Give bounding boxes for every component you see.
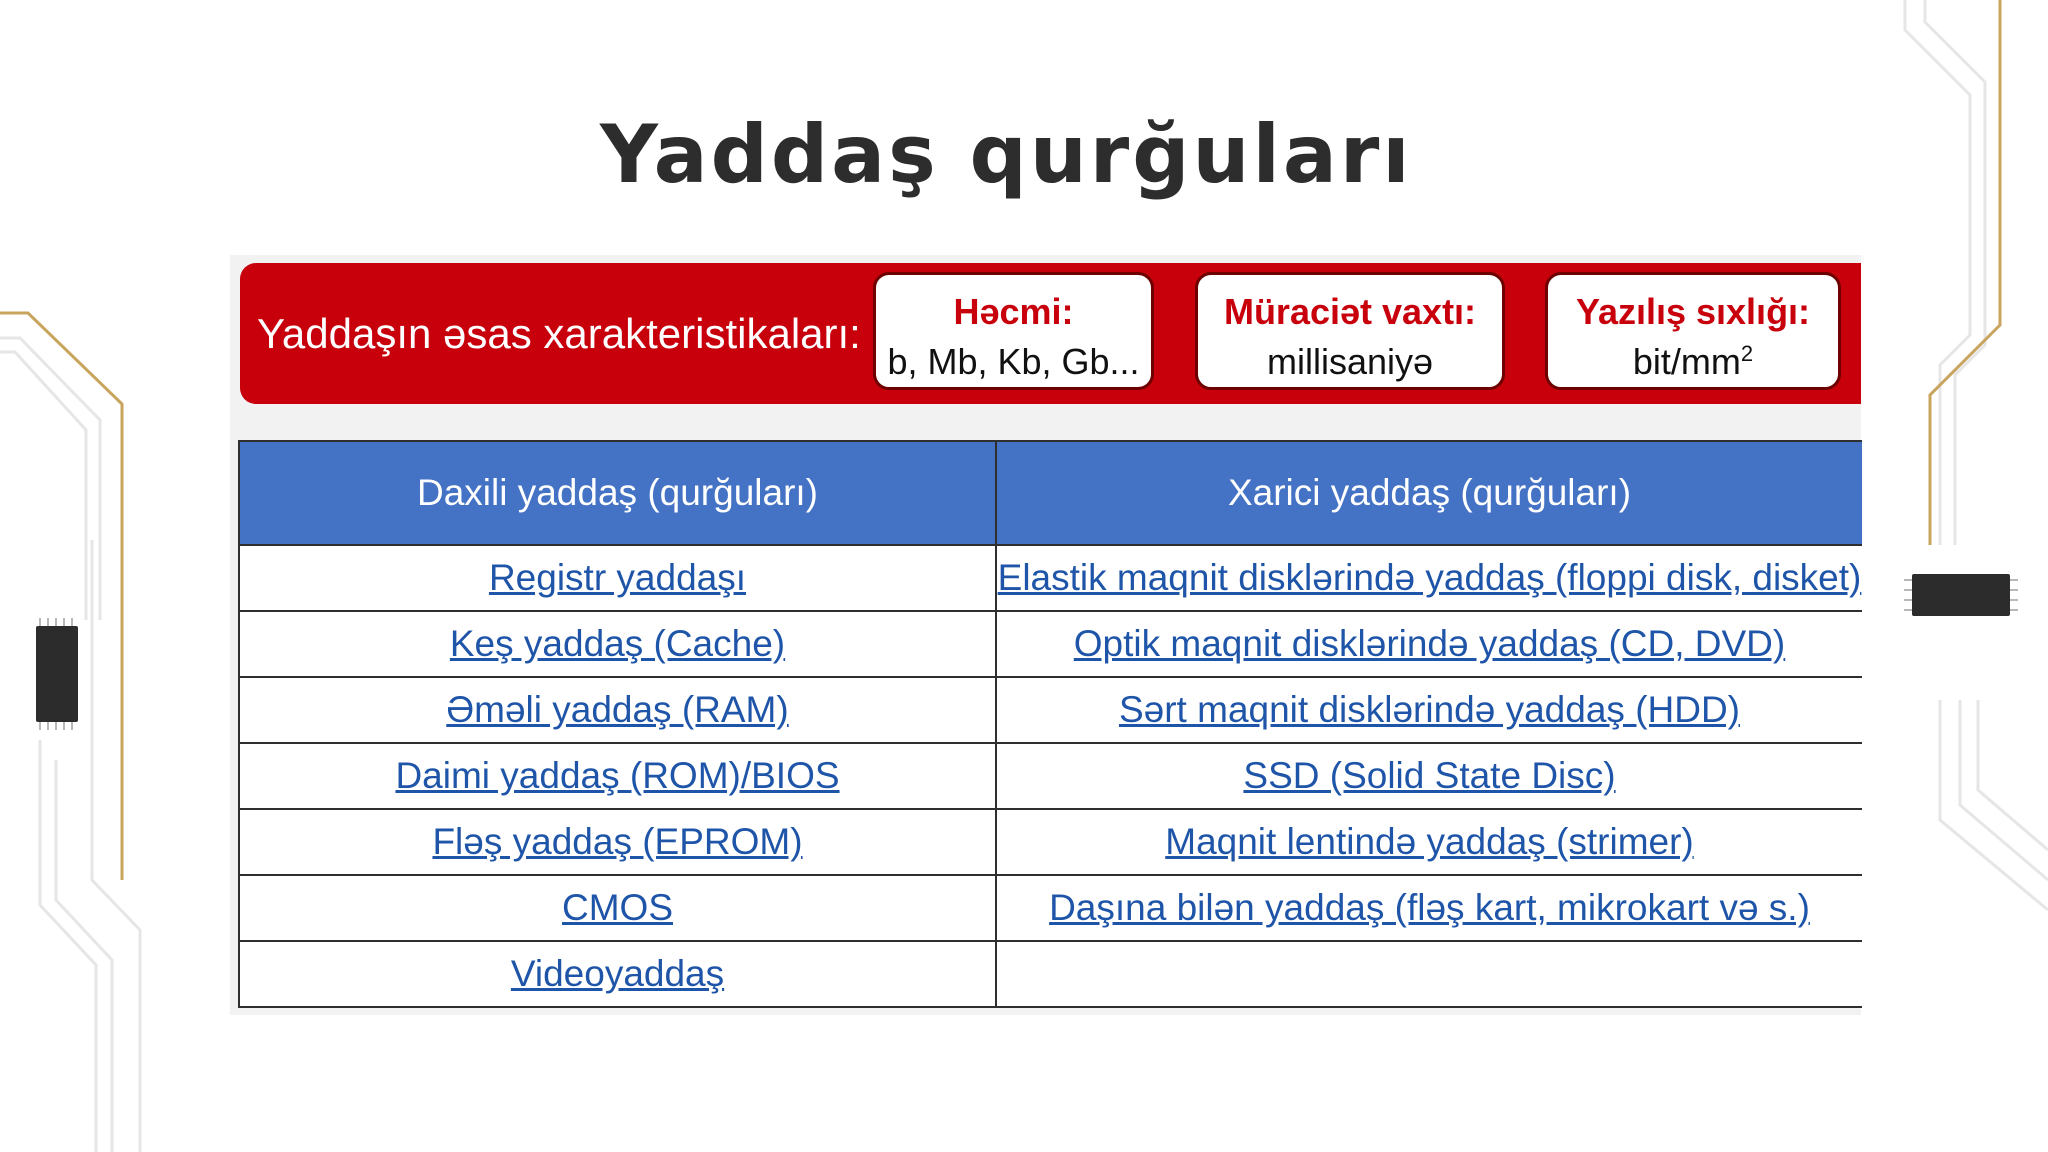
external-memory-link[interactable]: SSD (Solid State Disc) bbox=[996, 743, 1862, 809]
table-row bbox=[239, 743, 1862, 809]
circuit-trace-left bbox=[0, 338, 140, 1152]
internal-memory-link[interactable]: Əməli yaddaş (RAM) bbox=[239, 677, 996, 743]
header-external-memory: Xarici yaddaş (qurğuları) bbox=[996, 441, 1862, 545]
circuit-trace-right bbox=[1905, 0, 2048, 910]
characteristic-volume-value: b, Mb, Kb, Gb... bbox=[887, 341, 1140, 382]
density-unit: bit/mm bbox=[1632, 341, 1741, 382]
internal-memory-link[interactable]: Registr yaddaşı bbox=[239, 545, 996, 611]
characteristic-density-value bbox=[1548, 341, 1838, 383]
table-row bbox=[239, 809, 1862, 875]
table-row bbox=[239, 677, 1862, 743]
circuit-trace-gold-right bbox=[1930, 0, 2000, 545]
characteristic-access-time-value: millisaniyə bbox=[1266, 341, 1434, 382]
memory-table bbox=[238, 440, 1862, 1008]
characteristic-volume bbox=[873, 272, 1154, 390]
external-memory-link[interactable]: Optik maqnit disklərində yaddaş (CD, DVD) bbox=[996, 611, 1862, 677]
characteristic-volume-title: Həcmi: bbox=[953, 291, 1074, 332]
external-memory-link[interactable]: Daşına bilən yaddaş (fləş kart, mikrokart və s.) bbox=[996, 875, 1862, 941]
external-memory-link[interactable]: Sərt maqnit disklərində yaddaş (HDD) bbox=[996, 677, 1862, 743]
table-row bbox=[239, 611, 1862, 677]
internal-memory-link[interactable]: Daimi yaddaş (ROM)/BIOS bbox=[239, 743, 996, 809]
table-row bbox=[239, 875, 1862, 941]
external-memory-link[interactable]: Elastik maqnit disklərində yaddaş (floppi disk, disket) bbox=[996, 545, 1862, 611]
empty-cell bbox=[996, 941, 1862, 1007]
characteristic-density-title: Yazılış sıxlığı: bbox=[1575, 291, 1811, 332]
characteristic-access-time bbox=[1195, 272, 1505, 390]
header-internal-memory: Daxili yaddaş (qurğuları) bbox=[239, 441, 996, 545]
characteristic-access-time-title: Müraciət vaxtı: bbox=[1223, 291, 1477, 332]
internal-memory-link[interactable]: CMOS bbox=[239, 875, 996, 941]
internal-memory-link[interactable]: Keş yaddaş (Cache) bbox=[239, 611, 996, 677]
chip-icon-right bbox=[1912, 574, 2010, 616]
density-unit-exponent: 2 bbox=[1740, 341, 1754, 366]
table-header-row bbox=[239, 441, 1862, 545]
chip-icon-left bbox=[36, 626, 78, 722]
internal-memory-link[interactable]: Fləş yaddaş (EPROM) bbox=[239, 809, 996, 875]
slide-title: Yaddaş qurğuları bbox=[600, 108, 1413, 201]
external-memory-link[interactable]: Maqnit lentində yaddaş (strimer) bbox=[996, 809, 1862, 875]
table-row bbox=[239, 941, 1862, 1007]
characteristics-label: Yaddaşın əsas xarakteristikaları: bbox=[257, 310, 861, 357]
circuit-trace-gold-left bbox=[0, 313, 122, 880]
table-row bbox=[239, 545, 1862, 611]
characteristic-density bbox=[1545, 272, 1841, 390]
internal-memory-link[interactable]: Videoyaddaş bbox=[239, 941, 996, 1007]
